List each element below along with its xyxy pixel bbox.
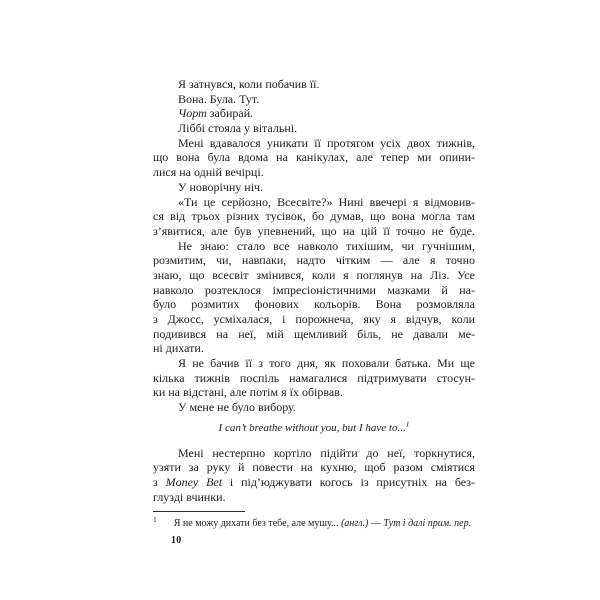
text-segment: Вона. Була. Тут.	[178, 91, 260, 106]
text-segment: подивився на неї, мій щемливий біль, не давали ме-	[153, 326, 475, 341]
body-line	[153, 371, 475, 386]
body-line	[153, 327, 475, 342]
text-segment: ки на відстані, але потім я їх обірвав.	[153, 385, 343, 400]
body-line	[153, 385, 475, 400]
text-segment: і під’юджувати когось із присутніх на без-	[222, 474, 475, 489]
paragraph	[153, 180, 475, 195]
text-segment: Не знаю: стало все навколо тихішим, чи гучнішим,	[178, 238, 475, 253]
paragraph	[153, 92, 475, 107]
page-number: 10	[171, 535, 182, 546]
footnote	[153, 514, 479, 530]
text-segment: Мені нестерпно кортіло підійти до неї, торкнутися,	[178, 445, 475, 460]
footnote-rule	[153, 511, 245, 512]
paragraph	[153, 106, 475, 121]
body-line	[153, 283, 475, 298]
text-segment: лися на одній вечірці.	[153, 165, 264, 180]
paragraph	[153, 77, 475, 92]
body-line	[153, 92, 475, 107]
text-segment: Я не можу дихати без тебе, але мушу...	[173, 518, 342, 529]
text-segment: I can’t breathe without you, but I have to...	[218, 421, 406, 434]
text-segment: навколо розтеклося імпресіоністичними мазками й на-	[153, 282, 475, 297]
body-line	[153, 268, 475, 283]
quote-line	[153, 421, 475, 436]
text-segment: Я затнувся, коли побачив її.	[178, 77, 320, 91]
body-line	[153, 136, 475, 151]
text-segment: узяти за руку й повести на кухню, щоб разом сміятися	[153, 460, 475, 475]
text-segment: У новорічну ніч.	[178, 179, 264, 194]
paragraph	[153, 195, 475, 239]
body-line	[153, 400, 475, 415]
body-line	[153, 239, 475, 254]
paragraph	[153, 446, 475, 505]
text-segment: що вона була вдома на канікулах, але тепер ми опини-	[153, 150, 475, 165]
body-line	[153, 195, 475, 210]
text-segment: «Ти це серйозно, Всесвіте?» Нині ввечері я відмовив-	[178, 194, 475, 209]
text-segment: —	[368, 518, 384, 529]
text-segment: (англ.)	[341, 518, 369, 529]
body-line	[153, 341, 475, 356]
text-segment: знаю, що всесвіт змінився, коли я поглянув на Ліз. Усе	[153, 267, 475, 282]
text-segment: ні дихати.	[153, 341, 204, 356]
text-segment: Я не бачив її з того дня, як поховали батька. Ми ще	[178, 356, 475, 371]
paragraph	[153, 136, 475, 180]
text-segment: У мене не було вибору.	[178, 400, 296, 415]
text-segment: з’явитися, але був упевнений, що на цій її точно не буде.	[153, 223, 475, 238]
body-line	[153, 150, 475, 165]
text-segment: глузді вчинки.	[153, 489, 226, 504]
body-line	[153, 106, 475, 121]
paragraph	[153, 356, 475, 400]
body-line	[153, 297, 475, 312]
text-segment: Money Bet	[165, 474, 223, 489]
body-line	[153, 77, 475, 92]
body-line	[153, 253, 475, 268]
text-segment: Чорт	[178, 106, 207, 121]
body-line	[153, 475, 475, 490]
paragraph	[153, 400, 475, 415]
text-segment: з Джосс, усміхалася, і порожнеча, яку я відчув, коли	[153, 312, 475, 326]
body-line	[153, 460, 475, 475]
body-line	[153, 165, 475, 180]
text-segment: Ліббі стояла у вітальні.	[178, 121, 298, 136]
body-line	[153, 121, 475, 136]
text-segment: було розмитих фонових кольорів. Вона розмовляла	[153, 297, 475, 312]
body-line	[153, 490, 475, 505]
body-line	[153, 446, 475, 461]
text-segment: Мені вдавалося уникати її протягом усіх двох тижнів,	[178, 135, 475, 150]
paragraph	[153, 239, 475, 357]
footnote-ref: 1	[405, 419, 410, 429]
text-segment: з	[153, 474, 166, 489]
text-segment: кілька тижнів поспіль намагалися підтримувати стосун-	[153, 370, 475, 385]
footnote-marker: 1	[153, 514, 157, 524]
body-line	[153, 356, 475, 371]
body-line	[153, 209, 475, 224]
text-segment: розмитим, чи, навпаки, надто чітким — але я точно	[153, 253, 475, 268]
paragraph	[153, 121, 475, 136]
text-segment: забирай.	[206, 106, 254, 121]
text-segment: ся від трьох різних тусівок, бо думав, що вона могла там	[153, 209, 475, 224]
body-line	[153, 180, 475, 195]
body-line	[153, 224, 475, 239]
body-line	[153, 312, 475, 327]
text-segment: Тут і далі прим. пер.	[383, 518, 472, 529]
text-block	[153, 77, 475, 504]
